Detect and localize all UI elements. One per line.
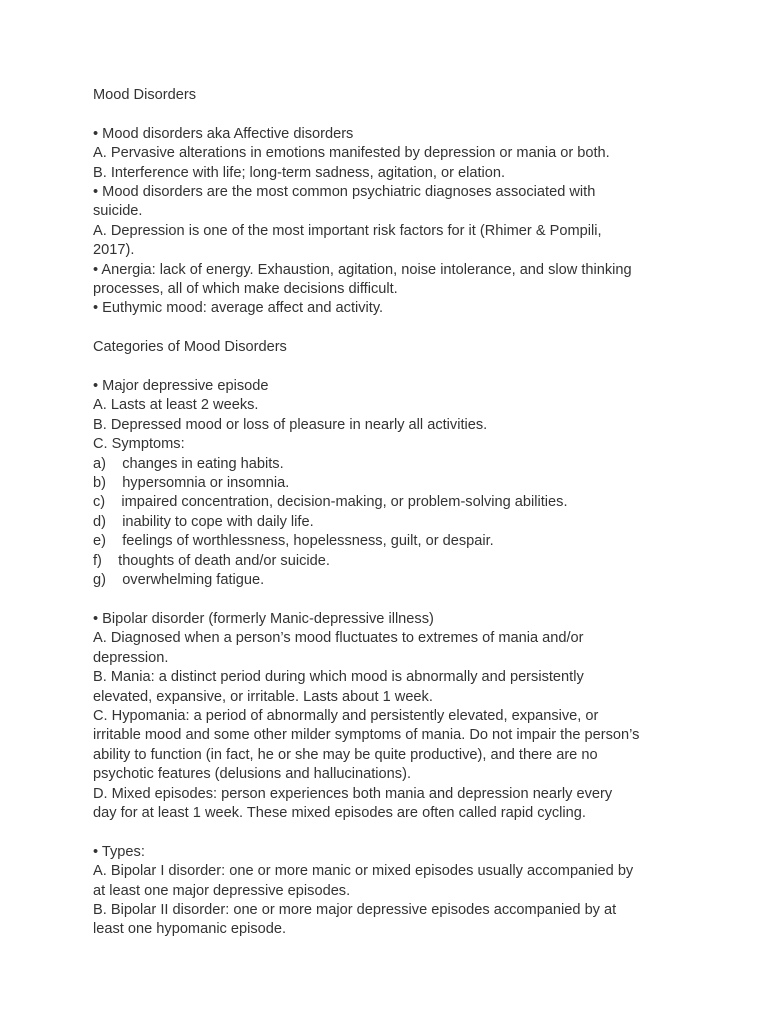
symptom-item: c) impaired concentration, decision-making, or problem-solving abilities. [93, 494, 568, 511]
spacer [93, 358, 683, 377]
symptom-item: g) overwhelming fatigue. [93, 572, 265, 589]
text-line: B. Depressed mood or loss of pleasure in nearly all activities. [93, 416, 488, 433]
section-bipolar-disorder [93, 610, 683, 823]
text-line: • Mood disorders aka Affective disorders [93, 125, 354, 142]
text-line: at least one major depressive episodes. [93, 882, 351, 899]
spacer [93, 591, 683, 610]
text-line: B. Interference with life; long-term sadness, agitation, or elation. [93, 164, 506, 181]
text-line: A. Bipolar I disorder: one or more manic or mixed episodes usually accompanied by [93, 863, 634, 880]
text-line: day for at least 1 week. These mixed episodes are often called rapid cycling. [93, 804, 586, 821]
text-line: B. Mania: a distinct period during which mood is abnormally and persistently [93, 669, 584, 686]
text-line: A. Pervasive alterations in emotions manifested by depression or mania or both. [93, 145, 610, 162]
text-line: A. Diagnosed when a person’s mood fluctuates to extremes of mania and/or [93, 630, 584, 647]
symptom-item: e) feelings of worthlessness, hopelessness, guilt, or despair. [93, 533, 494, 550]
text-line: psychotic features (delusions and hallucinations). [93, 766, 411, 783]
text-line: • Bipolar disorder (formerly Manic-depressive illness) [93, 610, 434, 627]
section-mood-disorders [93, 125, 683, 319]
text-line: D. Mixed episodes: person experiences both mania and depression nearly every [93, 785, 613, 802]
text-line: C. Hypomania: a period of abnormally and persistently elevated, expansive, or [93, 707, 599, 724]
symptom-item: a) changes in eating habits. [93, 455, 284, 472]
spacer [93, 823, 683, 842]
section-types [93, 843, 683, 940]
text-line: suicide. [93, 203, 143, 220]
text-line: irritable mood and some other milder symptoms of mania. Do not impair the person’s [93, 727, 640, 744]
text-line: A. Lasts at least 2 weeks. [93, 397, 259, 414]
text-line: depression. [93, 649, 169, 666]
symptom-item: b) hypersomnia or insomnia. [93, 475, 290, 492]
spacer [93, 105, 683, 124]
text-line: processes, all of which make decisions difficult. [93, 281, 398, 298]
text-line: C. Symptoms: [93, 436, 185, 453]
text-line: least one hypomanic episode. [93, 921, 287, 938]
symptom-item: d) inability to cope with daily life. [93, 513, 314, 530]
text-line: • Mood disorders are the most common psychiatric diagnoses associated with [93, 184, 596, 201]
section-major-depressive-episode [93, 377, 683, 590]
text-line: • Anergia: lack of energy. Exhaustion, agitation, noise intolerance, and slow thinking [93, 261, 632, 278]
text-line: elevated, expansive, or irritable. Lasts about 1 week. [93, 688, 433, 705]
text-line: • Types: [93, 843, 145, 860]
text-line: ability to function (in fact, he or she may be quite productive), and there are no [93, 746, 598, 763]
document-page [93, 86, 683, 940]
document-title: Mood Disorders [93, 87, 197, 103]
text-line: • Euthymic mood: average affect and activity. [93, 300, 384, 317]
text-line: B. Bipolar II disorder: one or more major depressive episodes accompanied by at [93, 901, 617, 918]
spacer [93, 319, 683, 338]
text-line: • Major depressive episode [93, 378, 269, 395]
text-line: A. Depression is one of the most important risk factors for it (Rhimer & Pompili, [93, 222, 602, 239]
text-line: 2017). [93, 242, 135, 259]
categories-heading: Categories of Mood Disorders [93, 339, 287, 356]
symptom-item: f) thoughts of death and/or suicide. [93, 552, 330, 569]
